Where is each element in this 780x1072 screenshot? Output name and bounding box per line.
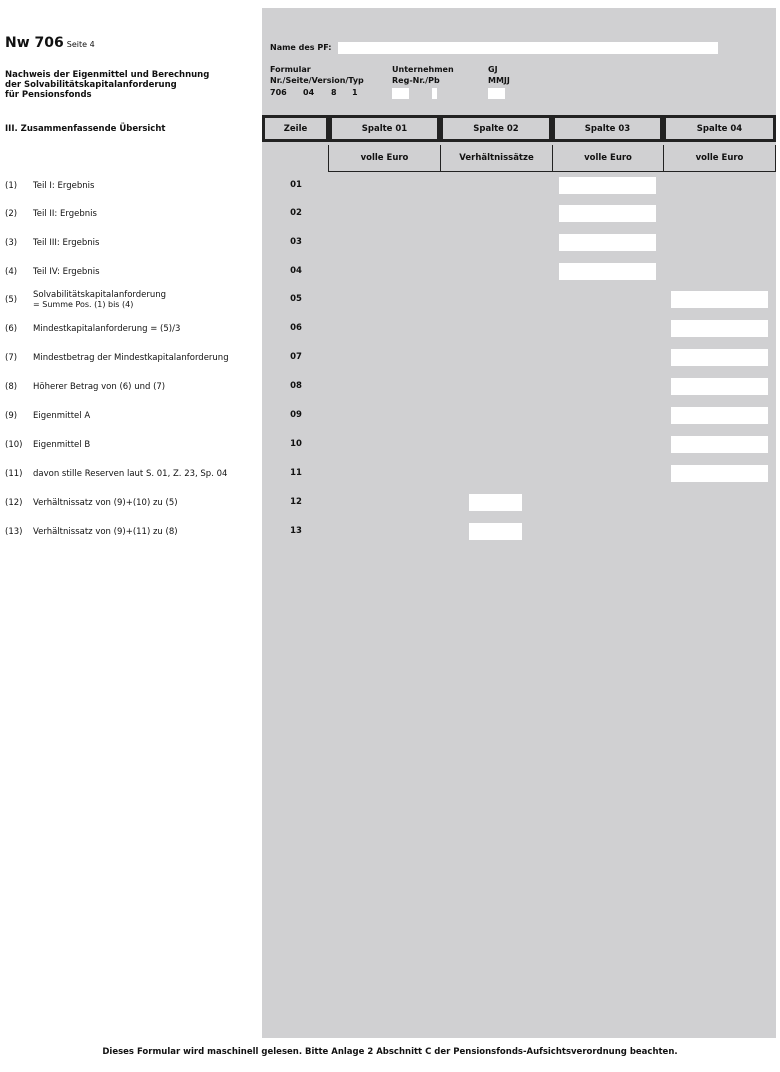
form-subtitle: Nachweis der Eigenmittel und Berechnung der Solvabilitätskapitalanforderung für Pensionsfonds [5,70,210,100]
reg-nr-field[interactable] [392,88,409,99]
row-number: (2) [5,209,18,219]
row-number: (12) [5,498,23,508]
row-label-line: Verhältnissatz von (9)+(10) zu (5) [33,498,178,508]
col-header-spalte-03: Spalte 03 [552,115,663,142]
formular-value-version: 8 [331,88,337,97]
row-label-line: davon stille Reserven laut S. 01, Z. 23, Sp. 04 [33,469,228,479]
zeile-number: 09 [290,410,302,420]
unternehmen-sub-label: Reg-Nr./Pb [392,76,440,85]
zeile-number: 01 [290,180,302,190]
row-label-line: Solvabilitätskapitalanforderung [33,290,167,300]
gj-field[interactable] [488,88,505,99]
pb-field[interactable] [432,88,437,99]
row-label [33,527,178,537]
form-title: Nw 706 Seite 4 [5,35,95,51]
row-label-line: Mindestbetrag der Mindestkapitalanforderung [33,353,229,363]
pf-name-field[interactable] [338,42,718,54]
row-label [33,411,90,421]
row-label [33,324,180,334]
row-number: (11) [5,469,23,479]
row-label-line: Teil I: Ergebnis [33,181,95,191]
value-input-zeile-11[interactable] [671,465,768,482]
formular-value-typ: 1 [352,88,358,97]
unternehmen-label: Unternehmen [392,65,454,74]
row-label [33,238,99,248]
col-header-spalte-01: Spalte 01 [329,115,440,142]
row-label-line: Verhältnissatz von (9)+(11) zu (8) [33,527,178,537]
gj-label: GJ [488,65,498,74]
zeile-number: 10 [290,439,302,449]
section-heading: III. Zusammenfassende Übersicht [5,124,166,134]
unit-header-spalte-03: volle Euro [552,145,663,172]
formular-value-seite: 04 [303,88,315,97]
row-number: (8) [5,382,18,392]
row-label-line: Teil IV: Ergebnis [33,267,100,277]
row-label [33,209,97,219]
zeile-number: 05 [290,294,302,304]
value-input-zeile-10[interactable] [671,436,768,453]
value-input-zeile-08[interactable] [671,378,768,395]
row-number: (10) [5,440,23,450]
unit-header-spalte-02: Verhältnissätze [440,145,552,172]
row-label [33,382,165,392]
zeile-number: 08 [290,381,302,391]
row-label [33,440,90,450]
row-label-line: Mindestkapitalanforderung = (5)/3 [33,324,181,334]
row-label-line: = Summe Pos. (1) bis (4) [33,300,134,309]
unit-header-spalte-01: volle Euro [328,145,440,172]
row-label-line: Höherer Betrag von (6) und (7) [33,382,166,392]
zeile-number: 11 [290,468,302,478]
value-input-zeile-01[interactable] [559,177,656,194]
value-input-zeile-06[interactable] [671,320,768,337]
value-input-zeile-12[interactable] [469,494,522,511]
row-label-line: Teil II: Ergebnis [33,209,97,219]
gj-sub-label: MMJJ [488,76,510,85]
row-number: (6) [5,324,18,334]
zeile-number: 06 [290,323,302,333]
row-number: (13) [5,527,23,537]
zeile-number: 13 [290,526,302,536]
row-number: (5) [5,295,18,305]
row-number: (9) [5,411,18,421]
value-input-zeile-02[interactable] [559,205,656,222]
value-input-zeile-07[interactable] [671,349,768,366]
pf-name-label: Name des PF: [270,43,332,52]
value-input-zeile-09[interactable] [671,407,768,424]
value-input-zeile-04[interactable] [559,263,656,280]
value-input-zeile-05[interactable] [671,291,768,308]
row-label-line: Eigenmittel A [33,411,91,421]
row-number: (1) [5,181,18,191]
unit-header-spalte-04: volle Euro [663,145,776,172]
formular-sub-label: Nr./Seite/Version/Typ [270,76,364,85]
row-label [33,353,229,363]
row-label [33,469,227,479]
row-label [33,290,166,310]
value-input-zeile-03[interactable] [559,234,656,251]
row-label-line: Teil III: Ergebnis [33,238,100,248]
col-header-zeile: Zeile [262,115,329,142]
zeile-number: 02 [290,208,302,218]
row-label-line: Eigenmittel B [33,440,91,450]
formular-label: Formular [270,65,311,74]
col-header-spalte-02: Spalte 02 [440,115,552,142]
value-input-zeile-13[interactable] [469,523,522,540]
footer-note: Dieses Formular wird maschinell gelesen. Bitte Anlage 2 Abschnitt C der Pensionsfonds-Aufsichtsverordnung beachten. [102,1047,678,1057]
row-label [33,498,178,508]
zeile-number: 03 [290,237,302,247]
row-number: (3) [5,238,18,248]
row-label [33,181,94,191]
row-number: (4) [5,267,18,277]
zeile-number: 07 [290,352,302,362]
row-number: (7) [5,353,18,363]
zeile-number: 12 [290,497,302,507]
formular-value-nr: 706 [270,88,287,97]
col-header-spalte-04: Spalte 04 [663,115,776,142]
zeile-number: 04 [290,266,302,276]
row-label [33,267,100,277]
